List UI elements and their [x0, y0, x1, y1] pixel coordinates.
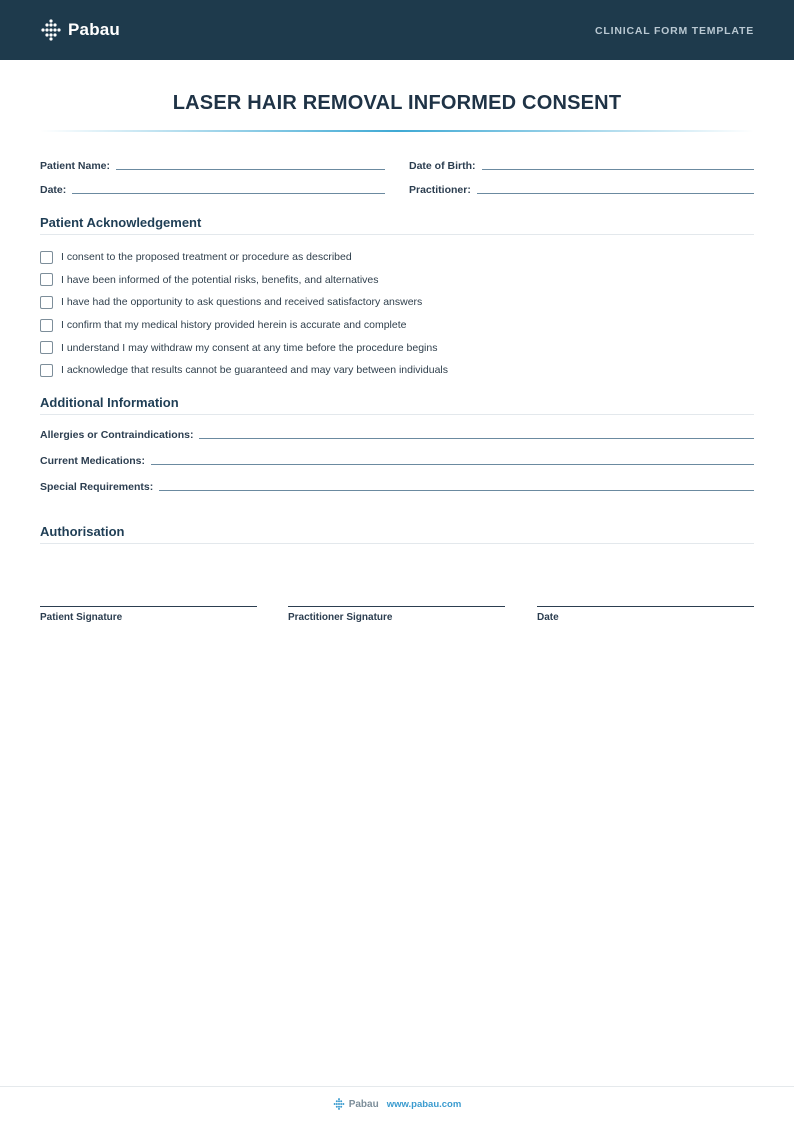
acknowledgement-item[interactable] — [40, 314, 754, 337]
patient-name-field[interactable] — [40, 156, 385, 172]
acknowledgement-item[interactable] — [40, 336, 754, 359]
acknowledgement-text: I have had the opportunity to ask questions and received satisfactory answers — [61, 296, 423, 309]
medications-label: Current Medications: — [40, 455, 146, 467]
title-divider — [40, 130, 754, 132]
acknowledgement-item[interactable] — [40, 291, 754, 314]
footer-brand — [333, 1098, 379, 1110]
medications-field[interactable] — [40, 451, 754, 467]
acknowledgement-title: Patient Acknowledgement — [40, 215, 202, 230]
patient-signature-line[interactable] — [40, 606, 257, 607]
acknowledgement-text: I have been informed of the potential risks, benefits, and alternatives — [61, 273, 379, 286]
header-bar — [0, 0, 794, 60]
brand — [40, 19, 120, 41]
allergies-label: Allergies or Contraindications: — [40, 429, 194, 441]
practitioner-line[interactable] — [477, 193, 754, 194]
authorisation-title: Authorisation — [40, 524, 125, 539]
checkbox-icon[interactable] — [40, 364, 53, 377]
footer-divider — [0, 1086, 794, 1087]
acknowledgement-text: I consent to the proposed treatment or procedure as described — [61, 251, 352, 264]
checkbox-icon[interactable] — [40, 251, 53, 264]
acknowledgement-divider — [40, 234, 754, 235]
medications-line[interactable] — [151, 464, 754, 465]
pabau-logo-icon — [40, 19, 62, 41]
special-requirements-line[interactable] — [159, 490, 754, 491]
practitioner-field[interactable] — [409, 180, 754, 196]
checkbox-icon[interactable] — [40, 319, 53, 332]
footer — [0, 1098, 794, 1110]
brand-name: Pabau — [68, 20, 121, 39]
pabau-logo-icon — [333, 1098, 345, 1110]
date-signature-block[interactable] — [537, 606, 754, 623]
checkbox-icon[interactable] — [40, 296, 53, 309]
date-field[interactable] — [40, 180, 385, 196]
form-type-label: CLINICAL FORM TEMPLATE — [595, 25, 754, 37]
date-of-birth-line[interactable] — [482, 169, 755, 170]
date-line[interactable] — [72, 193, 385, 194]
acknowledgement-list — [40, 246, 754, 382]
practitioner-signature-block[interactable] — [288, 606, 505, 623]
date-signature-label: Date — [537, 612, 559, 623]
acknowledgement-text: I confirm that my medical history provided herein is accurate and complete — [61, 319, 407, 332]
acknowledgement-text: I acknowledge that results cannot be guaranteed and may vary between individuals — [61, 364, 448, 377]
additional-info-title: Additional Information — [40, 395, 179, 410]
date-signature-line[interactable] — [537, 606, 754, 607]
checkbox-icon[interactable] — [40, 341, 53, 354]
acknowledgement-item[interactable] — [40, 246, 754, 269]
acknowledgement-item[interactable] — [40, 359, 754, 382]
special-requirements-field[interactable] — [40, 477, 754, 493]
patient-signature-label: Patient Signature — [40, 612, 123, 623]
allergies-field[interactable] — [40, 425, 754, 441]
patient-name-line[interactable] — [116, 169, 385, 170]
practitioner-signature-label: Practitioner Signature — [288, 612, 393, 623]
date-of-birth-label: Date of Birth: — [409, 160, 476, 172]
footer-brand-name: Pabau — [348, 1098, 379, 1110]
footer-url-link[interactable]: www.pabau.com — [386, 1098, 462, 1110]
acknowledgement-item[interactable] — [40, 269, 754, 292]
patient-name-label: Patient Name: — [40, 160, 111, 172]
authorisation-divider — [40, 543, 754, 544]
acknowledgement-text: I understand I may withdraw my consent at any time before the procedure begins — [61, 341, 438, 354]
patient-signature-block[interactable] — [40, 606, 257, 623]
additional-info-divider — [40, 414, 754, 415]
date-label: Date: — [40, 184, 67, 196]
special-requirements-label: Special Requirements: — [40, 481, 154, 493]
allergies-line[interactable] — [199, 438, 754, 439]
checkbox-icon[interactable] — [40, 273, 53, 286]
date-of-birth-field[interactable] — [409, 156, 754, 172]
practitioner-signature-line[interactable] — [288, 606, 505, 607]
page-title: LASER HAIR REMOVAL INFORMED CONSENT — [172, 92, 622, 114]
practitioner-label: Practitioner: — [409, 184, 471, 196]
